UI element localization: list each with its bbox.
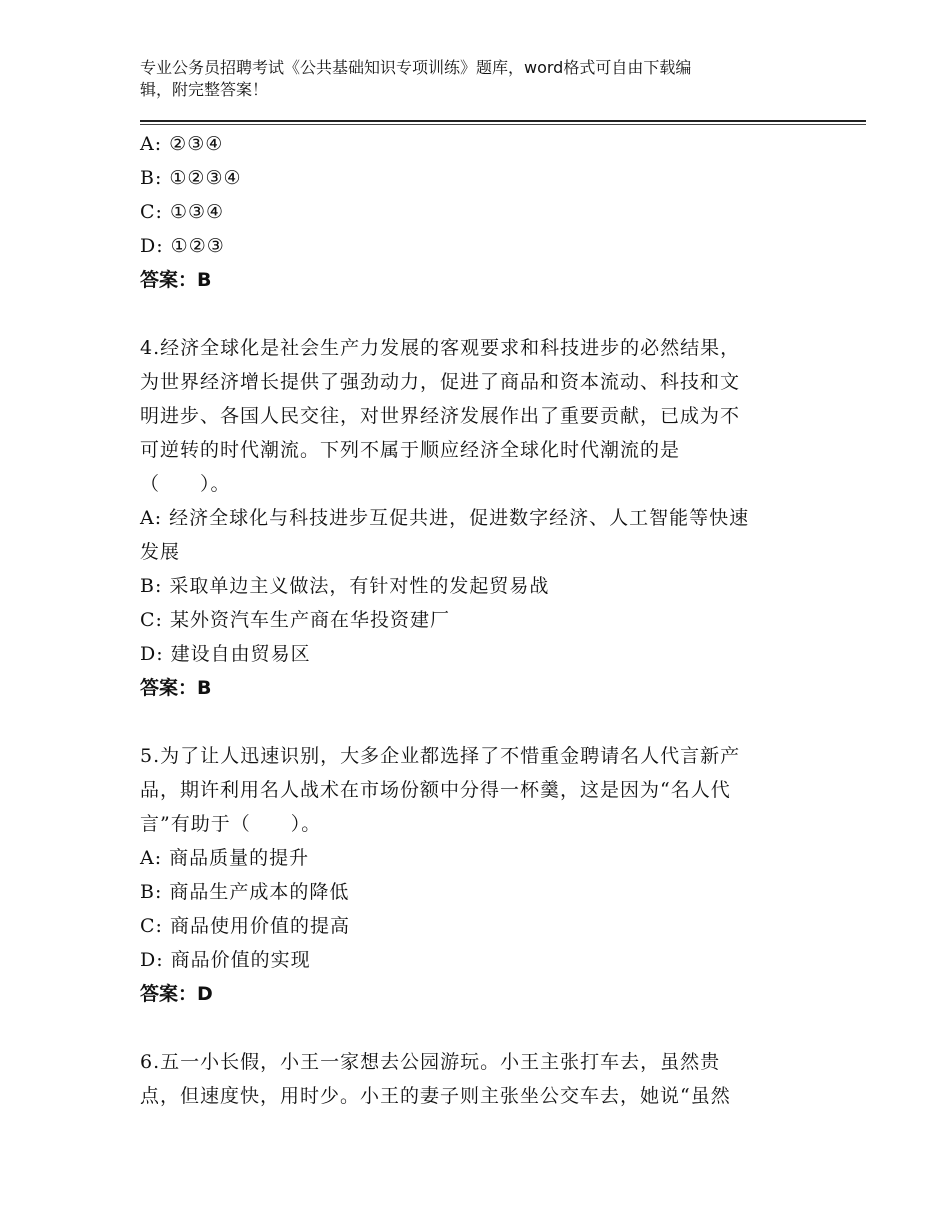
option-b: B: 商品生产成本的降低 [140, 881, 350, 903]
question-stem-line: 品，期许利用名人战术在市场份额中分得一杯羹，这是因为“名人代 [140, 779, 731, 801]
question-stem-line: 点，但速度快，用时少。小王的妻子则主张坐公交车去，她说“虽然 [140, 1085, 731, 1107]
option-b: B: 采取单边主义做法，有针对性的发起贸易战 [140, 575, 550, 597]
option-b: B: ①②③④ [140, 167, 242, 189]
option-d: D: ①②③ [140, 235, 225, 257]
option-c: C: ①③④ [140, 201, 225, 223]
option-d: D: 建设自由贸易区 [140, 643, 311, 665]
spacer [140, 705, 820, 739]
answer: 答案：B [140, 269, 212, 291]
header-rule-thick [140, 120, 866, 122]
spacer [140, 297, 820, 331]
option-d: D: 商品价值的实现 [140, 949, 311, 971]
header-rule-thin [140, 124, 866, 125]
question-5 [140, 739, 820, 1011]
answer: 答案：D [140, 983, 213, 1005]
spacer [140, 1011, 820, 1045]
question-stem-line: 6.五一小长假，小王一家想去公园游玩。小王主张打车去，虽然贵 [140, 1051, 721, 1073]
question-4 [140, 331, 820, 705]
question-stem-line: 4.经济全球化是社会生产力发展的客观要求和科技进步的必然结果， [140, 337, 741, 359]
question-stem-line: 5.为了让人迅速识别，大多企业都选择了不惜重金聘请名人代言新产 [140, 745, 741, 767]
option-a: A: ②③④ [140, 133, 224, 155]
header-line-1: 专业公务员招聘考试《公共基础知识专项训练》题库，word格式可自由下载编 [140, 58, 692, 77]
question-stem-line: 为世界经济增长提供了强劲动力，促进了商品和资本流动、科技和文 [140, 371, 741, 393]
question-stem-line: （ ）。 [140, 473, 231, 495]
question-stem-line: 可逆转的时代潮流。下列不属于顺应经济全球化时代潮流的是 [140, 439, 681, 461]
question-content [140, 127, 820, 1113]
option-a: A: 商品质量的提升 [140, 847, 310, 869]
question-6 [140, 1045, 820, 1113]
answer: 答案：B [140, 677, 212, 699]
question-stem-line: 明进步、各国人民交往，对世界经济发展作出了重要贡献，已成为不 [140, 405, 741, 427]
question-stem-line: 言”有助于（ ）。 [140, 813, 322, 835]
question-3 [140, 127, 820, 297]
page-header [140, 57, 840, 101]
option-c: C: 某外资汽车生产商在华投资建厂 [140, 609, 450, 631]
option-c: C: 商品使用价值的提高 [140, 915, 350, 937]
option-a-continued: 发展 [140, 541, 181, 563]
header-line-2: 辑，附完整答案！ [140, 80, 269, 99]
option-a: A: 经济全球化与科技进步互促共进，促进数字经济、人工智能等快速 [140, 507, 750, 529]
